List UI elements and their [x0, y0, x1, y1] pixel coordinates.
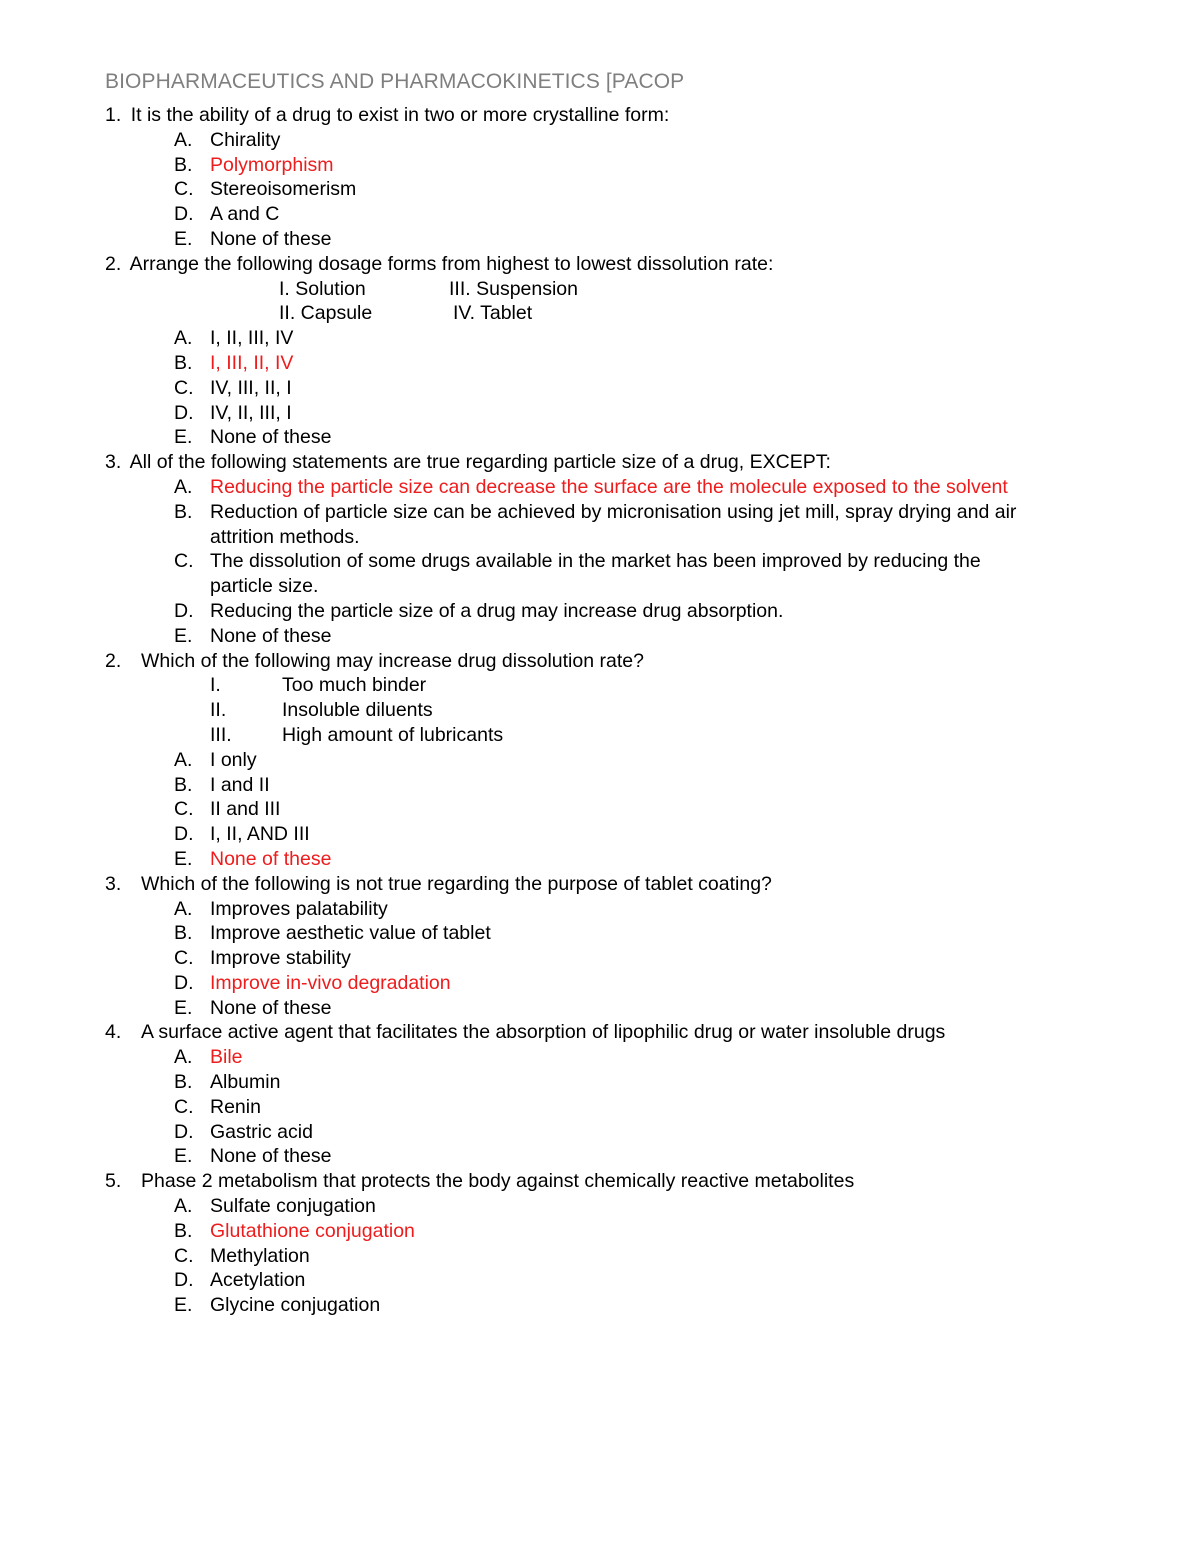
dosage-form-item: I. Solution — [279, 277, 366, 300]
roman-item-text: Insoluble diluents — [282, 699, 433, 722]
question-number: 3. — [105, 451, 122, 474]
option-e — [105, 996, 1165, 1021]
correct-answer-text: Polymorphism — [210, 153, 334, 176]
question-number: 1. — [105, 104, 122, 126]
option-text: The dissolution of some drugs available in the market has been improved by reducing the particle size. — [210, 550, 981, 598]
option-letter: A. — [174, 128, 193, 151]
option-c — [105, 1095, 1165, 1120]
option-text: Gastric acid — [210, 1120, 313, 1143]
option-letter: C. — [174, 550, 194, 573]
option-b — [105, 773, 1165, 798]
option-text: I only — [210, 748, 257, 771]
question-number: 3. — [105, 872, 122, 895]
option-c — [105, 549, 1165, 599]
option-text: Sulfate conjugation — [210, 1195, 376, 1218]
question-text: Which of the following may increase drug dissolution rate? — [141, 649, 644, 672]
question-text: Which of the following is not true regarding the purpose of tablet coating? — [141, 872, 772, 895]
option-text: IV, II, III, I — [210, 401, 292, 424]
option-letter: E. — [174, 1294, 193, 1317]
option-d — [105, 1120, 1165, 1145]
option-text: Glycine conjugation — [210, 1294, 381, 1317]
option-text: Reduction of particle size can be achieved by micronisation using jet mill, spray drying and air attrition methods. — [210, 500, 1017, 548]
option-letter: B. — [174, 922, 193, 945]
option-text: Improve aesthetic value of tablet — [210, 922, 491, 945]
question-number: 2. — [105, 252, 122, 275]
option-text: None of these — [210, 426, 332, 449]
option-d — [105, 822, 1165, 847]
option-a — [105, 748, 1165, 773]
option-c — [105, 946, 1165, 971]
option-c — [105, 797, 1165, 822]
roman-item — [105, 698, 1165, 723]
option-c — [105, 177, 1165, 202]
option-a — [105, 1045, 1165, 1070]
option-text: I, II, AND III — [210, 823, 310, 846]
option-a — [105, 128, 1165, 153]
option-c — [105, 1244, 1165, 1269]
option-e — [105, 1293, 1165, 1318]
option-d — [105, 1268, 1165, 1293]
question-2 — [105, 252, 1165, 277]
option-text: I and II — [210, 773, 270, 796]
option-text: Renin — [210, 1095, 261, 1118]
correct-answer-text: Improve in-vivo degradation — [210, 971, 451, 994]
option-text: Improves palatability — [210, 897, 388, 920]
option-letter: E. — [174, 624, 193, 647]
option-letter: A. — [174, 897, 193, 920]
option-b — [105, 1070, 1165, 1095]
option-text: Improve stability — [210, 947, 351, 970]
option-letter: D. — [174, 823, 194, 846]
option-text: Chirality — [210, 128, 281, 151]
roman-numeral: I. — [210, 674, 221, 697]
option-letter: A. — [174, 327, 193, 350]
option-d — [105, 599, 1165, 624]
option-letter: D. — [174, 1269, 194, 1292]
option-letter: B. — [174, 351, 193, 374]
option-letter: C. — [174, 376, 194, 399]
option-d — [105, 202, 1165, 227]
option-text: None of these — [210, 1145, 332, 1168]
question-text: All of the following statements are true regarding particle size of a drug, EXCEPT: — [129, 451, 831, 474]
option-e — [105, 425, 1165, 450]
option-text: IV, III, II, I — [210, 376, 292, 399]
option-letter: B. — [174, 773, 193, 796]
option-c — [105, 376, 1165, 401]
option-text: None of these — [210, 624, 332, 647]
option-text: II and III — [210, 798, 281, 821]
question-text: It is the ability of a drug to exist in two or more crystalline form: — [130, 104, 670, 126]
question-4 — [105, 649, 1165, 674]
question-5 — [105, 872, 1165, 897]
option-text: I, II, III, IV — [210, 327, 294, 350]
correct-answer-text: I, III, II, IV — [210, 351, 294, 374]
option-text: Albumin — [210, 1071, 281, 1094]
option-letter: B. — [174, 1219, 193, 1242]
question-number: 2. — [105, 649, 122, 672]
option-letter: B. — [174, 153, 193, 176]
correct-answer-text: None of these — [210, 847, 332, 870]
option-d — [105, 401, 1165, 426]
roman-item-text: High amount of lubricants — [282, 723, 504, 746]
option-b — [105, 500, 1165, 550]
option-letter: E. — [174, 227, 193, 250]
option-text: Acetylation — [210, 1269, 306, 1292]
dosage-form-item: IV. Tablet — [453, 302, 533, 325]
option-text: A and C — [210, 203, 280, 226]
dosage-form-item: III. Suspension — [449, 277, 578, 300]
question-7 — [105, 1169, 1165, 1194]
question-text: Phase 2 metabolism that protects the body against chemically reactive metabolites — [141, 1170, 855, 1193]
option-letter: E. — [174, 847, 193, 870]
dosage-form-row — [105, 301, 1165, 326]
option-letter: C. — [174, 178, 194, 201]
option-text: None of these — [210, 227, 332, 250]
option-letter: B. — [174, 1071, 193, 1094]
option-letter: C. — [174, 798, 194, 821]
dosage-form-item: II. Capsule — [279, 302, 373, 325]
question-1 — [105, 103, 1165, 128]
question-3 — [105, 450, 1165, 475]
roman-item — [105, 673, 1165, 698]
option-letter: D. — [174, 203, 194, 226]
option-b — [105, 153, 1165, 178]
correct-answer-text: Bile — [210, 1046, 243, 1069]
option-e — [105, 227, 1165, 252]
option-text: Methylation — [210, 1244, 310, 1267]
option-letter: A. — [174, 1046, 193, 1069]
option-b — [105, 1219, 1165, 1244]
option-letter: A. — [174, 748, 193, 771]
option-letter: D. — [174, 401, 194, 424]
option-letter: E. — [174, 426, 193, 449]
correct-answer-text: Reducing the particle size can decrease the surface are the molecule exposed to the solvent — [210, 475, 1008, 498]
correct-answer-text: Glutathione conjugation — [210, 1219, 415, 1242]
option-e — [105, 624, 1165, 649]
option-letter: D. — [174, 599, 194, 622]
roman-item — [105, 723, 1165, 748]
option-letter: B. — [174, 500, 193, 523]
option-letter: A. — [174, 1195, 193, 1218]
option-letter: D. — [174, 1120, 194, 1143]
option-b — [105, 351, 1165, 376]
option-letter: C. — [174, 947, 194, 970]
option-text: None of these — [210, 996, 332, 1019]
roman-numeral: III. — [210, 723, 232, 746]
question-number: 5. — [105, 1170, 122, 1193]
option-letter: A. — [174, 475, 193, 498]
option-a — [105, 475, 1165, 500]
question-6 — [105, 1020, 1165, 1045]
page-title: BIOPHARMACEUTICS AND PHARMACOKINETICS [PACOP — [105, 70, 685, 93]
option-a — [105, 897, 1165, 922]
option-d — [105, 971, 1165, 996]
option-text: Stereoisomerism — [210, 178, 357, 201]
roman-item-text: Too much binder — [282, 674, 427, 697]
option-e — [105, 1144, 1165, 1169]
option-b — [105, 921, 1165, 946]
option-letter: D. — [174, 971, 194, 994]
option-e — [105, 847, 1165, 872]
question-list — [105, 103, 1165, 1318]
option-a — [105, 326, 1165, 351]
option-letter: E. — [174, 1145, 193, 1168]
question-number: 4. — [105, 1021, 122, 1044]
roman-numeral: II. — [210, 699, 227, 722]
option-letter: E. — [174, 996, 193, 1019]
option-a — [105, 1194, 1165, 1219]
option-letter: C. — [174, 1095, 194, 1118]
question-text: Arrange the following dosage forms from highest to lowest dissolution rate: — [129, 252, 774, 275]
question-text: A surface active agent that facilitates the absorption of lipophilic drug or water insoluble drugs — [141, 1021, 946, 1044]
option-text: Reducing the particle size of a drug may increase drug absorption. — [210, 599, 784, 622]
dosage-form-row — [105, 277, 1165, 302]
option-letter: C. — [174, 1244, 194, 1267]
